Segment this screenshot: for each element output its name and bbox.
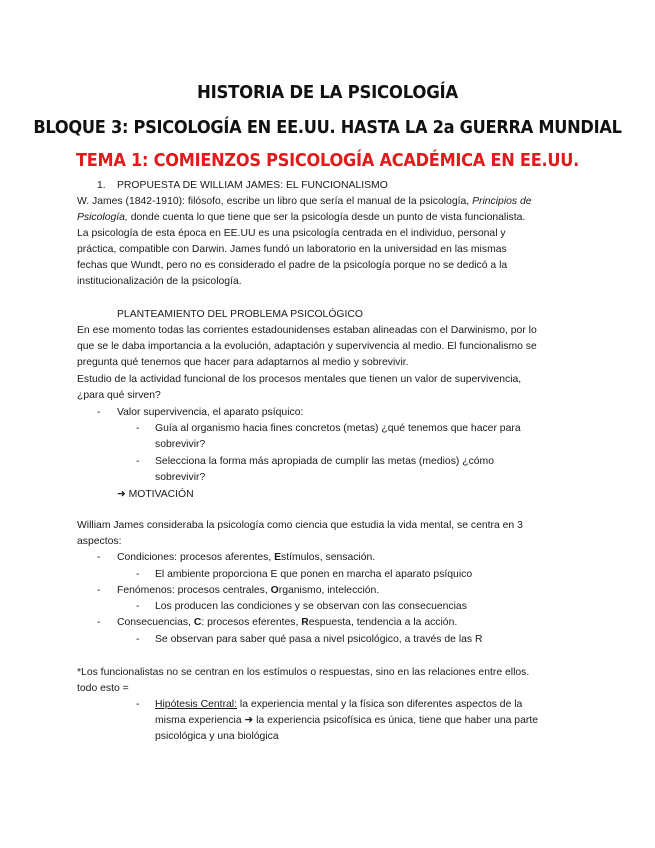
bullet-dash: - <box>136 569 140 580</box>
hypothesis-line: Hipótesis Central: la experiencia mental y la física son diferentes aspectos de la <box>155 699 523 710</box>
note-line: *Los funcionalistas no se centran en los estímulos o respuestas, sino en las relaciones entre ellos. <box>77 667 530 678</box>
bullet-dash: - <box>97 407 101 418</box>
paragraph-line: William James consideraba la psicología como ciencia que estudia la vida mental, se centra en 3 <box>77 520 523 531</box>
list-item: Consecuencias, C: procesos eferentes, Respuesta, tendencia a la acción. <box>117 617 458 628</box>
list-item: Fenómenos: procesos centrales, Organismo, intelección. <box>117 585 380 596</box>
paragraph-line: fechas que Wundt, pero no es considerado el padre de la psicología porque no se dedicó a la <box>77 260 508 271</box>
paragraph-line: institucionalización de la psicología. <box>77 276 242 287</box>
list-item: Condiciones: procesos aferentes, Estímulos, sensación. <box>117 552 376 563</box>
section1-number: 1. <box>97 180 106 191</box>
document-title: HISTORIA DE LA PSICOLOGÍA <box>197 82 458 103</box>
bullet-dash: - <box>97 585 101 596</box>
list-item: sobrevivir? <box>155 472 206 483</box>
hypothesis-line: psicológica y una biológica <box>155 731 279 742</box>
paragraph-line: En ese momento todas las corrientes estadounidenses estaban alineadas con el Darwinismo, por lo <box>77 325 537 336</box>
paragraph-line: Psicología, donde cuenta lo que tiene que ser la psicología desde un punto de vista funcionalista. <box>77 212 526 223</box>
paragraph-line: Estudio de la actividad funcional de los procesos mentales que tienen un valor de supervivencia, <box>77 374 522 385</box>
note-line: todo esto = <box>77 683 129 694</box>
motivation-item: ➜ MOTIVACIÓN <box>117 489 194 500</box>
paragraph-line: pregunta qué tenemos que hacer para adaptarnos al medio y sobrevivir. <box>77 357 409 368</box>
list-item: sobrevivir? <box>155 439 206 450</box>
paragraph-line: ¿para qué sirven? <box>77 390 161 401</box>
bullet-dash: - <box>136 699 140 710</box>
hypothesis-label: Hipótesis Central: <box>155 699 238 710</box>
bullet-dash: - <box>136 601 140 612</box>
bullet-dash: - <box>97 552 101 563</box>
paragraph-line: W. James (1842-1910): filósofo, escribe un libro que sería el manual de la psicología, Principios de <box>77 196 532 207</box>
paragraph-line: que se le daba importancia a la evolución, adaptación y supervivencia al medio. El funcionalismo se <box>77 341 537 352</box>
bullet-dash: - <box>136 634 140 645</box>
list-item: Se observan para saber qué pasa a nivel psicológico, a través de las R <box>155 634 483 645</box>
bullet-dash: - <box>97 617 101 628</box>
bullet-dash: - <box>136 423 140 434</box>
bullet-dash: - <box>136 456 140 467</box>
paragraph-line: La psicología de esta época en EE.UU es una psicología centrada en el individuo, personal y <box>77 228 506 239</box>
list-item: Los producen las condiciones y se observan con las consecuencias <box>155 601 467 612</box>
section1-heading: PROPUESTA DE WILLIAM JAMES: EL FUNCIONALISMO <box>117 180 388 191</box>
topic-heading: TEMA 1: COMIENZOS PSICOLOGÍA ACADÉMICA EN EE.UU. <box>75 150 580 171</box>
section2-heading: PLANTEAMIENTO DEL PROBLEMA PSICOLÓGICO <box>117 309 363 320</box>
list-item: Guía al organismo hacia fines concretos (metas) ¿qué tenemos que hacer para <box>155 423 521 434</box>
list-item: El ambiente proporciona E que ponen en marcha el aparato psíquico <box>155 569 473 580</box>
list-item: Selecciona la forma más apropiada de cumplir las metas (medios) ¿cómo <box>155 456 494 467</box>
hypothesis-line: misma experiencia ➜ la experiencia psicofísica es única, tiene que haber una parte <box>155 715 538 726</box>
paragraph-line: aspectos: <box>77 536 122 547</box>
list-item: Valor supervivencia, el aparato psíquico: <box>117 407 304 418</box>
paragraph-line: práctica, compatible con Darwin. James fundó un laboratorio en la universidad en las mismas <box>77 244 507 255</box>
block-heading: BLOQUE 3: PSICOLOGÍA EN EE.UU. HASTA LA 2a GUERRA MUNDIAL <box>33 117 622 138</box>
